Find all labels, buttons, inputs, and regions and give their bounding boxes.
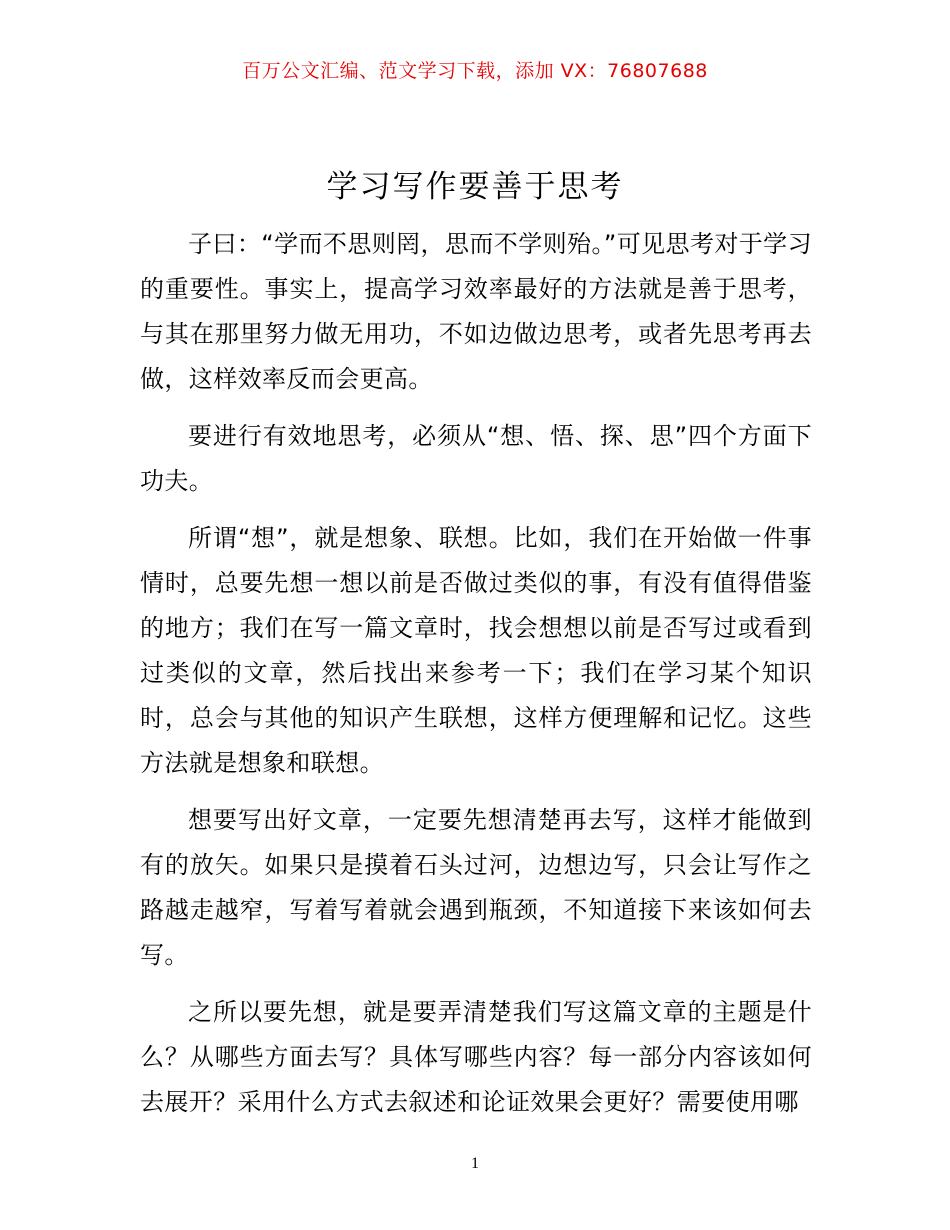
paragraph: 所谓“想”，就是想象、联想。比如，我们在开始做一件事情时，总要先想一想以前是否做过类似的事，有没有值得借鉴的地方；我们在写一篇文章时，找会想想以前是否写过或看到过类似的文章，然后找出来参考一下；我们在学习某个知识时，总会与其他的知识产生联想，这样方便理解和记忆。这些方法就是想象和联想。 — [140, 524, 812, 777]
paragraph: 想要写出好文章，一定要先想清楚再去写，这样才能做到有的放矢。如果只是摸着石头过河，边想边写，只会让写作之路越走越窄，写着写着就会遇到瓶颈，不知道接下来该如何去写。 — [140, 806, 812, 969]
page-number: 1 — [471, 1155, 479, 1172]
paragraph: 之所以要先想，就是要弄清楚我们写这篇文章的主题是什么？从哪些方面去写？具体写哪些内容？每一部分内容该如何去展开？采用什么方式去叙述和论证效果会更好？需要使用哪 — [140, 998, 812, 1116]
paragraph: 子曰：“学而不思则罔，思而不学则殆。”可见思考对于学习的重要性。事实上，提高学习效率最好的方法就是善于思考，与其在那里努力做无用功，不如边做边思考，或者先思考再去做，这样效率反而会更高。 — [140, 230, 812, 393]
document-body — [140, 222, 812, 1137]
paragraph: 要进行有效地思考，必须从“想、悟、探、思”四个方面下功夫。 — [140, 422, 812, 495]
promo-header: 百万公文汇编、范文学习下载，添加 VX：76807688 — [242, 60, 708, 82]
document-title: 学习写作要善于思考 — [326, 169, 624, 205]
